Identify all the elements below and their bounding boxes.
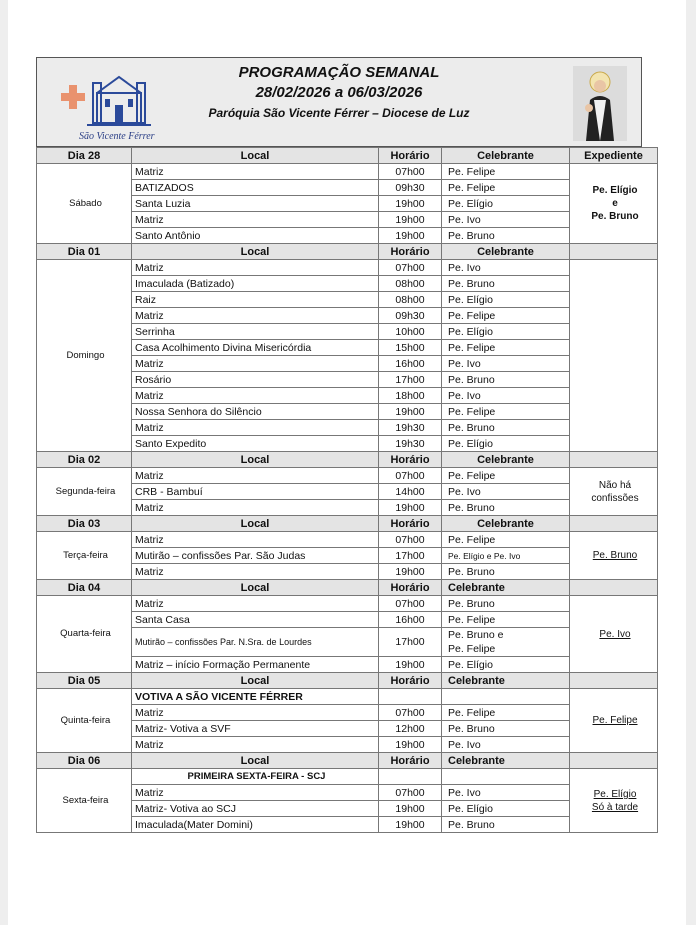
- local-cell: Matriz: [132, 564, 379, 580]
- celebrante-cell: Pe. Bruno: [442, 721, 570, 737]
- column-celebrante: Celebrante: [442, 452, 570, 468]
- banner-text: VOTIVA A SÃO VICENTE FÉRRER: [132, 689, 379, 705]
- local-cell: BATIZADOS: [132, 180, 379, 196]
- celebrante-cell: Pe. Bruno: [442, 372, 570, 388]
- horario-cell: [379, 689, 442, 705]
- celebrante-cell: Pe. Felipe: [442, 308, 570, 324]
- column-local: Local: [132, 580, 379, 596]
- weekday-label: Quarta-feira: [37, 596, 132, 673]
- local-cell: Casa Acolhimento Divina Misericórdia: [132, 340, 379, 356]
- expediente-cell: [570, 596, 658, 673]
- local-cell: Matriz: [132, 705, 379, 721]
- horario-cell: 07h00: [379, 532, 442, 548]
- column-horario: Horário: [379, 452, 442, 468]
- column-local: Local: [132, 516, 379, 532]
- day-label: Dia 01: [37, 244, 132, 260]
- horario-cell: 17h00: [379, 628, 442, 657]
- day-label: Dia 03: [37, 516, 132, 532]
- schedule-row: [37, 532, 658, 548]
- column-celebrante: Celebrante: [442, 516, 570, 532]
- celebrante-cell: Pe. Ivo: [442, 388, 570, 404]
- local-cell: Santa Luzia: [132, 196, 379, 212]
- horario-cell: 07h00: [379, 705, 442, 721]
- expediente-cell: [570, 260, 658, 452]
- day-header-row: [37, 148, 658, 164]
- celebrante-cell: Pe. Felipe: [442, 468, 570, 484]
- column-expediente: [570, 516, 658, 532]
- column-celebrante: Celebrante: [442, 244, 570, 260]
- horario-cell: 19h30: [379, 436, 442, 452]
- local-cell: Serrinha: [132, 324, 379, 340]
- expediente-cell: [570, 468, 658, 516]
- day-header-row: [37, 753, 658, 769]
- banner-row: [37, 769, 658, 785]
- celebrante-cell: Pe. Ivo: [442, 212, 570, 228]
- horario-cell: 07h00: [379, 596, 442, 612]
- day-header-row: [37, 244, 658, 260]
- local-cell: Imaculada (Batizado): [132, 276, 379, 292]
- day-label: Dia 02: [37, 452, 132, 468]
- horario-cell: 09h30: [379, 308, 442, 324]
- local-cell: Santa Casa: [132, 612, 379, 628]
- celebrante-cell: Pe. Bruno: [442, 420, 570, 436]
- banner-text: PRIMEIRA SEXTA-FEIRA - SCJ: [132, 769, 379, 785]
- horario-cell: 19h00: [379, 564, 442, 580]
- day-label: Dia 28: [37, 148, 132, 164]
- schedule-row: [37, 164, 658, 180]
- celebrante-cell: [442, 628, 570, 657]
- horario-cell: 19h00: [379, 801, 442, 817]
- day-header-row: [37, 452, 658, 468]
- local-cell: Mutirão – confissões Par. São Judas: [132, 548, 379, 564]
- schedule-row: [37, 260, 658, 276]
- horario-cell: 10h00: [379, 324, 442, 340]
- column-expediente: [570, 244, 658, 260]
- local-cell: Matriz: [132, 420, 379, 436]
- schedule-row: [37, 468, 658, 484]
- expediente-text: Pe. Bruno: [591, 211, 639, 222]
- celebrante-cell: Pe. Ivo: [442, 484, 570, 500]
- expediente-cell: [570, 689, 658, 753]
- weekday-label: Segunda-feira: [37, 468, 132, 516]
- celebrante-cell: Pe. Ivo: [442, 260, 570, 276]
- celebrante-cell: Pe. Elígio: [442, 657, 570, 673]
- horario-cell: 12h00: [379, 721, 442, 737]
- local-cell: Matriz- Votiva ao SCJ: [132, 801, 379, 817]
- column-expediente: [570, 452, 658, 468]
- horario-cell: 19h00: [379, 228, 442, 244]
- horario-cell: 16h00: [379, 356, 442, 372]
- day-header-row: [37, 673, 658, 689]
- horario-cell: 14h00: [379, 484, 442, 500]
- schedule-row: [37, 596, 658, 612]
- local-cell: Santo Antônio: [132, 228, 379, 244]
- local-cell: Matriz: [132, 737, 379, 753]
- expediente-text: Não há: [598, 479, 632, 491]
- local-cell: Matriz: [132, 468, 379, 484]
- local-cell: Matriz: [132, 356, 379, 372]
- expediente-text: e: [612, 198, 618, 209]
- expediente-cell: [570, 164, 658, 244]
- celebrante-cell: Pe. Ivo: [442, 356, 570, 372]
- horario-cell: 17h00: [379, 548, 442, 564]
- horario-cell: 17h00: [379, 372, 442, 388]
- column-horario: Horário: [379, 244, 442, 260]
- horario-cell: 08h00: [379, 292, 442, 308]
- celebrante-cell: Pe. Elígio: [442, 324, 570, 340]
- local-cell: Imaculada(Mater Domini): [132, 817, 379, 833]
- expediente-text: Pe. Bruno: [592, 550, 638, 561]
- horario-cell: 07h00: [379, 468, 442, 484]
- celebrante-cell: Pe. Bruno: [442, 276, 570, 292]
- schedule-title: PROGRAMAÇÃO SEMANAL: [238, 64, 440, 81]
- celebrante-cell: Pe. Felipe: [442, 612, 570, 628]
- local-cell: Matriz: [132, 308, 379, 324]
- expediente-text: Pe. Felipe: [592, 715, 638, 726]
- schedule-table: [36, 147, 658, 833]
- celebrante-cell: Pe. Elígio: [442, 436, 570, 452]
- weekday-label: Sexta-feira: [37, 769, 132, 833]
- celebrante-line: Pe. Bruno e: [448, 629, 504, 641]
- day-label: Dia 05: [37, 673, 132, 689]
- column-expediente: [570, 673, 658, 689]
- column-celebrante: Celebrante: [442, 753, 570, 769]
- local-cell: Matriz: [132, 596, 379, 612]
- banner-row: [37, 689, 658, 705]
- horario-cell: [379, 769, 442, 785]
- column-local: Local: [132, 452, 379, 468]
- weekday-label: Domingo: [37, 260, 132, 452]
- expediente-cell: [570, 769, 658, 833]
- column-expediente: [570, 753, 658, 769]
- day-header-row: [37, 580, 658, 596]
- horario-cell: 07h00: [379, 785, 442, 801]
- expediente-text: confissões: [591, 492, 639, 504]
- local-cell: Matriz: [132, 212, 379, 228]
- column-horario: Horário: [379, 148, 442, 164]
- column-horario: Horário: [379, 580, 442, 596]
- local-cell: Matriz: [132, 164, 379, 180]
- local-cell: Matriz – início Formação Permanente: [132, 657, 379, 673]
- celebrante-cell: [442, 769, 570, 785]
- column-horario: Horário: [379, 516, 442, 532]
- horario-cell: 07h00: [379, 164, 442, 180]
- celebrante-cell: Pe. Felipe: [442, 164, 570, 180]
- horario-cell: 19h00: [379, 196, 442, 212]
- weekday-label: Terça-feira: [37, 532, 132, 580]
- local-cell: Matriz: [132, 500, 379, 516]
- column-celebrante: Celebrante: [442, 673, 570, 689]
- expediente-text: Pe. Ivo: [599, 628, 631, 640]
- celebrante-cell: Pe. Bruno: [442, 817, 570, 833]
- celebrante-cell: Pe. Bruno: [442, 228, 570, 244]
- celebrante-cell: Pe. Elígio: [442, 801, 570, 817]
- celebrante-cell: Pe. Elígio e Pe. Ivo: [442, 548, 570, 564]
- celebrante-cell: Pe. Felipe: [442, 180, 570, 196]
- horario-cell: 19h00: [379, 817, 442, 833]
- column-local: Local: [132, 148, 379, 164]
- column-expediente: Expediente: [570, 148, 658, 164]
- horario-cell: 19h00: [379, 737, 442, 753]
- local-cell: Matriz: [132, 388, 379, 404]
- local-cell: Matriz: [132, 260, 379, 276]
- horario-cell: 19h00: [379, 657, 442, 673]
- celebrante-cell: Pe. Felipe: [442, 532, 570, 548]
- horario-cell: 18h00: [379, 388, 442, 404]
- expediente-cell: [570, 532, 658, 580]
- celebrante-cell: Pe. Ivo: [442, 785, 570, 801]
- column-local: Local: [132, 753, 379, 769]
- local-cell: Santo Expedito: [132, 436, 379, 452]
- column-horario: Horário: [379, 673, 442, 689]
- local-cell: Matriz- Votiva a SVF: [132, 721, 379, 737]
- parish-logo: [57, 71, 157, 139]
- local-cell: Raiz: [132, 292, 379, 308]
- celebrante-cell: Pe. Felipe: [442, 340, 570, 356]
- celebrante-cell: Pe. Elígio: [442, 196, 570, 212]
- horario-cell: 19h00: [379, 404, 442, 420]
- day-header-row: [37, 516, 658, 532]
- celebrante-cell: Pe. Bruno: [442, 596, 570, 612]
- parish-name: Paróquia São Vicente Férrer – Diocese de Luz: [208, 106, 470, 120]
- celebrante-cell: Pe. Ivo: [442, 737, 570, 753]
- local-cell: Rosário: [132, 372, 379, 388]
- celebrante-cell: [442, 689, 570, 705]
- column-horario: Horário: [379, 753, 442, 769]
- celebrante-line: Pe. Felipe: [448, 643, 496, 655]
- horario-cell: 16h00: [379, 612, 442, 628]
- weekday-label: Sábado: [37, 164, 132, 244]
- expediente-text: Pe. Elígio: [592, 185, 638, 196]
- local-cell: Matriz: [132, 785, 379, 801]
- celebrante-cell: Pe. Felipe: [442, 404, 570, 420]
- column-celebrante: Celebrante: [442, 580, 570, 596]
- local-cell: CRB - Bambuí: [132, 484, 379, 500]
- local-cell: Matriz: [132, 532, 379, 548]
- local-cell: Mutirão – confissões Par. N.Sra. de Lourdes: [132, 628, 379, 657]
- column-local: Local: [132, 673, 379, 689]
- weekday-label: Quinta-feira: [37, 689, 132, 753]
- column-celebrante: Celebrante: [442, 148, 570, 164]
- day-label: Dia 06: [37, 753, 132, 769]
- column-local: Local: [132, 244, 379, 260]
- day-label: Dia 04: [37, 580, 132, 596]
- horario-cell: 08h00: [379, 276, 442, 292]
- saint-image: [573, 66, 627, 141]
- local-cell: Nossa Senhora do Silêncio: [132, 404, 379, 420]
- logo-name: São Vicente Férrer: [79, 131, 155, 142]
- horario-cell: 19h00: [379, 212, 442, 228]
- expediente-text: Pe. Elígio: [593, 788, 637, 800]
- column-expediente: [570, 580, 658, 596]
- expediente-text: Só à tarde: [591, 801, 639, 813]
- schedule-header: [36, 57, 642, 147]
- horario-cell: 09h30: [379, 180, 442, 196]
- celebrante-cell: Pe. Felipe: [442, 705, 570, 721]
- horario-cell: 19h00: [379, 500, 442, 516]
- schedule-dates: 28/02/2026 a 06/03/2026: [255, 84, 423, 101]
- celebrante-cell: Pe. Elígio: [442, 292, 570, 308]
- horario-cell: 19h30: [379, 420, 442, 436]
- horario-cell: 07h00: [379, 260, 442, 276]
- horario-cell: 15h00: [379, 340, 442, 356]
- celebrante-cell: Pe. Bruno: [442, 564, 570, 580]
- celebrante-cell: Pe. Bruno: [442, 500, 570, 516]
